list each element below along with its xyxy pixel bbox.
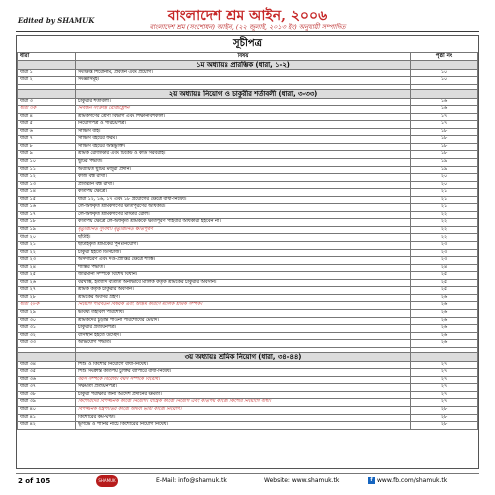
page-footer — [16, 473, 479, 490]
section-subject: শিশু ও কিশোর নিয়োগে বাধা-নিষেধ। — [76, 361, 411, 369]
toc-row — [18, 406, 478, 414]
section-subject: অসদাচরণ এবং দণ্ড-প্রাপ্তির ক্ষেত্রে শাস্তি। — [76, 257, 411, 265]
chapter-title: ২য় অধ্যায়ঃ নিয়োগ ও চাকুরীর শর্তাবলী (ধারা, ৩-৩৩) — [76, 89, 411, 98]
toc-header-row — [18, 53, 478, 61]
toc-row — [18, 121, 478, 129]
toc-chapter-row — [18, 60, 478, 69]
section-subject: সার্ভিস বহি। — [76, 128, 411, 136]
footer-email: E-Mail: info@shamuk.tk — [156, 477, 227, 484]
page-number: ১০ — [411, 77, 478, 85]
toc-row — [18, 332, 478, 340]
section-number: ধারা ১১ — [18, 166, 76, 174]
toc-row — [18, 361, 478, 369]
page-counter: 2 of 105 — [18, 477, 51, 485]
section-subject: শ্রমিকের অবসর গ্রহণ। — [76, 294, 411, 302]
section-subject: শ্রমিকদের চূড়ান্ত পাওনা পরিশোধের মেয়াদ। — [76, 317, 411, 325]
section-number: ধারা ৩৬ — [18, 376, 76, 384]
page-number: ২৬ — [411, 340, 478, 348]
section-number: ধারা ২৭ — [18, 287, 76, 295]
section-number: ধারা ৪১ — [18, 414, 76, 422]
col-page-header: পৃষ্ঠা নং — [411, 53, 478, 61]
section-number: ধারা ২৮ক — [18, 302, 76, 310]
toc-row — [18, 211, 478, 219]
page-number: ২৩ — [411, 249, 478, 257]
toc-row — [18, 219, 478, 227]
page-number: ২৮ — [411, 406, 478, 414]
section-subject: অভিযোগ পদ্ধতি। — [76, 340, 411, 348]
page-number: ১৮ — [411, 143, 478, 151]
toc-row — [18, 204, 478, 212]
page-number: ২৫ — [411, 279, 478, 287]
toc-row — [18, 376, 478, 384]
section-number: ধারা ৩ক — [18, 106, 76, 114]
page-number: ২১ — [411, 204, 478, 212]
page-number: ২৬ — [411, 302, 478, 310]
section-subject: কাজ বন্ধ রাখা। — [76, 174, 411, 182]
table-of-contents — [16, 35, 479, 469]
page-number: ১৯ — [411, 159, 478, 167]
section-subject: নিয়োগপত্র ও পরিচয়পত্র। — [76, 121, 411, 129]
section-number: ধারা ৩৯ — [18, 399, 76, 407]
toc-row — [18, 128, 478, 136]
page-number: ২৬ — [411, 309, 478, 317]
page-number: ২২ — [411, 219, 478, 227]
header-divider — [16, 31, 479, 32]
section-subject: বিপজ্জনক যন্ত্রপাতির কাজে অথবা ভারী কাজে নিয়োগ। — [76, 406, 411, 414]
section-number: ধারা ২৮ — [18, 294, 76, 302]
section-subject: চাকুরী হইতে ডিসচার্জ। — [76, 249, 411, 257]
page-number: ১৯ — [411, 166, 478, 174]
section-subject: বয়স সম্পর্কে বিরোধ। বয়স সম্পর্কে বিরোধ। — [76, 376, 411, 384]
chapter-title: ১ম অধ্যায়ঃ প্রারম্ভিক (ধারা, ১-২) — [76, 60, 411, 69]
section-subject: কিশোরের কর্ম-ঘণ্টা। — [76, 414, 411, 422]
section-subject: সক্ষমতা প্রত্যয়নপত্র। — [76, 384, 411, 392]
section-number: ধারা ১৫ — [18, 196, 76, 204]
document-title: বাংলাদেশ শ্রম আইন, ২০০৬ — [167, 8, 328, 24]
toc-row — [18, 106, 478, 114]
toc-row — [18, 249, 478, 257]
section-number: ধারা ১২ — [18, 174, 76, 182]
toc-row — [18, 159, 478, 167]
section-subject: লে-অফকৃত শ্রমিকগণের ক্ষতিপূরণের অধিকার। — [76, 204, 411, 212]
section-number: ধারা ৬ — [18, 128, 76, 136]
section-subject: লে-অফকৃত শ্রমিকগণের মাস্টার রোল। — [76, 211, 411, 219]
toc-row — [18, 77, 478, 85]
toc-row — [18, 264, 478, 272]
section-subject: কিশোরদের বিপজ্জনক কাজে নিয়োগ। যান্ত্রিক কাজে নিয়োগ এবং কতিপয় কাজে কিশোর নিয়োগে বাধা। — [76, 399, 411, 407]
page-number: ২৩ — [411, 257, 478, 265]
section-number: ধারা ৪ — [18, 113, 76, 121]
page-number: ১৮ — [411, 128, 478, 136]
toc-row — [18, 196, 478, 204]
page-number: ২০ — [411, 181, 478, 189]
col-section-header: ধারা — [18, 53, 76, 61]
section-subject: বরখাস্ত, ইত্যাদি ব্যতীত অন্যভাবে মালিক কর্তৃক শ্রমিকের চাকুরীর অবসান। — [76, 279, 411, 287]
section-subject: কতিপয় ক্ষেত্রে। — [76, 189, 411, 197]
toc-row — [18, 234, 478, 242]
section-number: ধারা ৩০ — [18, 317, 76, 325]
shamuk-logo: SHAMUK — [96, 475, 118, 487]
section-subject: প্রতিষ্ঠান বন্ধ রাখা। — [76, 181, 411, 189]
page-number: ১৮ — [411, 151, 478, 159]
toc-chapter-row — [18, 89, 478, 98]
section-number: ধারা ২১ — [18, 242, 76, 250]
page-number: ২৭ — [411, 361, 478, 369]
toc-row — [18, 422, 478, 430]
page-number: ২৭ — [411, 384, 478, 392]
section-subject: মৃত্যুজনিত সুবিধা। মৃত্যুজনিত ক্ষতিপূরণ — [76, 226, 411, 234]
page-number: ২৬ — [411, 317, 478, 325]
toc-row — [18, 181, 478, 189]
page-number: ২৪ — [411, 264, 478, 272]
page-number: ২২ — [411, 226, 478, 234]
section-subject: ভূগর্ভে ও পানির নীচে কিশোরের নিয়োগ নিষেধ। — [76, 422, 411, 430]
section-subject: সংজ্ঞাসমূহ। — [76, 77, 411, 85]
toc-row — [18, 98, 478, 106]
section-number: ধারা ৫ — [18, 121, 76, 129]
section-subject: সংক্ষিপ্ত শিরোনাম, প্রবর্তন এবং প্রয়োগ। — [76, 69, 411, 77]
toc-row — [18, 69, 478, 77]
page-number: ২১ — [411, 196, 478, 204]
section-number: ধারা ৩১ — [18, 325, 76, 333]
section-subject: ছাঁটাইকৃত শ্রমিকের পুনঃনিয়োগ। — [76, 242, 411, 250]
section-number: ধারা ৩৩ — [18, 340, 76, 348]
section-subject: নিবন্ধন সংক্রান্ত রেজিষ্ট্রেশন — [76, 106, 411, 114]
section-number: ধারা ৩৪ — [18, 361, 76, 369]
page-number: ২১ — [411, 189, 478, 197]
section-subject: চাকুরী পরীক্ষার জন্য আদেশ প্রদানের ক্ষমতা। — [76, 391, 411, 399]
page-number: ২৬ — [411, 332, 478, 340]
section-subject: শ্রমিক রেজিস্টার এবং টিকেট ও কার্ড সরবরাহ। — [76, 151, 411, 159]
section-number: ধারা ৪০ — [18, 406, 76, 414]
toc-row — [18, 257, 478, 265]
section-number: ধারা ৪২ — [18, 422, 76, 430]
section-number: ধারা ১৭ — [18, 211, 76, 219]
toc-row — [18, 166, 478, 174]
section-number: ধারা ১০ — [18, 159, 76, 167]
page-number: ১৬ — [411, 106, 478, 114]
section-number: ধারা ২৫ — [18, 272, 76, 280]
toc-table — [17, 52, 478, 430]
page-number: ২৭ — [411, 369, 478, 377]
section-number: ধারা ২৬ — [18, 279, 76, 287]
toc-row — [18, 287, 478, 295]
toc-row — [18, 369, 478, 377]
section-number: ধারা ৯ — [18, 151, 76, 159]
toc-row — [18, 174, 478, 182]
toc-heading: সূচীপত্র — [17, 36, 478, 53]
section-subject: জরিমানা সম্পর্কে বিশেষ বিধান। — [76, 272, 411, 280]
toc-row — [18, 340, 478, 348]
section-subject: ধারা ১২, ১৬, ১৭ এবং ১৮ প্রয়োগের ক্ষেত্রে বাধা-নিষেধ। — [76, 196, 411, 204]
page-number: ১৮ — [411, 136, 478, 144]
section-subject: কতিপয় ক্ষেত্রে লে-অফকৃত শ্রমিককে ক্ষতিপূরণ পাইবার অধিকারী হইবেন না। — [76, 219, 411, 227]
toc-row — [18, 189, 478, 197]
toc-row — [18, 317, 478, 325]
page-number: ২৫ — [411, 287, 478, 295]
toc-chapter-row — [18, 352, 478, 361]
document-subtitle: বাংলাদেশ শ্রম (সংশোধন) আইন, (২২ জুলাই, ২০১৩ ইং) অনুযায়ী সম্পাদিত — [149, 23, 346, 31]
page-number: ১৭ — [411, 113, 478, 121]
page-number: ২০ — [411, 174, 478, 182]
page-number: ২৭ — [411, 399, 478, 407]
page-number: ২৫ — [411, 272, 478, 280]
section-number: ধারা ২৪ — [18, 264, 76, 272]
page-number: ১০ — [411, 69, 478, 77]
section-number: ধারা ১৬ — [18, 204, 76, 212]
edited-by-label: Edited by SHAMUK — [18, 16, 95, 25]
section-number: ধারা ২ — [18, 77, 76, 85]
chapter-title: ৩য় অধ্যায়ঃ শ্রমিক নিয়োগ (ধারা, ৩৪-৪৪) — [76, 352, 411, 361]
section-number: ধারা ১৪ — [18, 189, 76, 197]
toc-row — [18, 399, 478, 407]
section-number: ধারা ২০ — [18, 234, 76, 242]
footer-website: Website: www.shamuk.tk — [264, 477, 340, 484]
page-number: ২৩ — [411, 242, 478, 250]
toc-row — [18, 113, 478, 121]
section-number: ধারা ৩৫ — [18, 369, 76, 377]
section-number: ধারা ৭ — [18, 136, 76, 144]
section-subject: নিয়োগ পরিবর্তন বিষয়ক এবং অন্তিম কারণে মালিক শ্রমিক সম্পর্ক। — [76, 302, 411, 310]
section-number: ধারা ১৩ — [18, 181, 76, 189]
facebook-icon: f — [368, 477, 375, 484]
section-number: ধারা ১৯ — [18, 226, 76, 234]
section-number: ধারা ১ — [18, 69, 76, 77]
toc-row — [18, 325, 478, 333]
toc-row — [18, 143, 478, 151]
section-subject: ছাঁটাই। — [76, 234, 411, 242]
section-number: ধারা ৩৮ — [18, 391, 76, 399]
col-subject-header: বিষয় — [76, 53, 411, 61]
page-number: ১৬ — [411, 98, 478, 106]
section-number: ধারা ১৮ — [18, 219, 76, 227]
section-subject: চাকুরীর শর্তাবলী। — [76, 98, 411, 106]
page-number: ১৭ — [411, 121, 478, 129]
page-number: ২৮ — [411, 422, 478, 430]
section-number: ধারা ৩ — [18, 98, 76, 106]
section-number: ধারা ৩২ — [18, 332, 76, 340]
footer-facebook — [368, 477, 447, 484]
footer-facebook-link: www.fb.com/shamuk.tk — [377, 477, 448, 484]
page-number: ২৭ — [411, 376, 478, 384]
section-number: ধারা ২৩ — [18, 257, 76, 265]
toc-row — [18, 414, 478, 422]
section-subject: শ্রমিকগণের শ্রেণী বিভাগ এবং শিক্ষানবিশকাল। — [76, 113, 411, 121]
section-number: ধারা ২৯ — [18, 309, 76, 317]
section-subject: চাকুরীর প্রত্যয়নপত্র। — [76, 325, 411, 333]
section-subject: অব্যয়িত ছুটির মজুরী প্রদান। — [76, 166, 411, 174]
toc-row — [18, 279, 478, 287]
section-number: ধারা ২২ — [18, 249, 76, 257]
toc-row — [18, 294, 478, 302]
page-number: ২২ — [411, 211, 478, 219]
section-subject: ছুটির পদ্ধতি। — [76, 159, 411, 167]
page-number: ২৬ — [411, 325, 478, 333]
toc-row — [18, 226, 478, 234]
toc-row — [18, 151, 478, 159]
page-number: ২৮ — [411, 414, 478, 422]
toc-row — [18, 384, 478, 392]
section-subject: বাসস্থান হইতে উচ্ছেদ। — [76, 332, 411, 340]
toc-row — [18, 391, 478, 399]
section-subject: সার্ভিস বইয়ের অন্তর্ভুক্তি। — [76, 143, 411, 151]
page-number: ২২ — [411, 234, 478, 242]
toc-row — [18, 272, 478, 280]
toc-row — [18, 242, 478, 250]
section-subject: শিশু সংক্রান্ত কতিপয় চুক্তির ব্যাপারে বাধা-নিষেধ। — [76, 369, 411, 377]
toc-row — [18, 302, 478, 310]
section-subject: শাস্তির পদ্ধতি। — [76, 264, 411, 272]
toc-row — [18, 136, 478, 144]
page-number: ২৭ — [411, 391, 478, 399]
page-number: ২৬ — [411, 294, 478, 302]
section-subject: শ্রমিক কর্তৃক চাকুরীর অবসান। — [76, 287, 411, 295]
section-subject: সার্ভিস বইয়ের ফরম। — [76, 136, 411, 144]
section-number: ধারা ৩৭ — [18, 384, 76, 392]
section-number: ধারা ৮ — [18, 143, 76, 151]
section-subject: ভবিষ্য তহবিল পরিশোধ। — [76, 309, 411, 317]
toc-row — [18, 309, 478, 317]
